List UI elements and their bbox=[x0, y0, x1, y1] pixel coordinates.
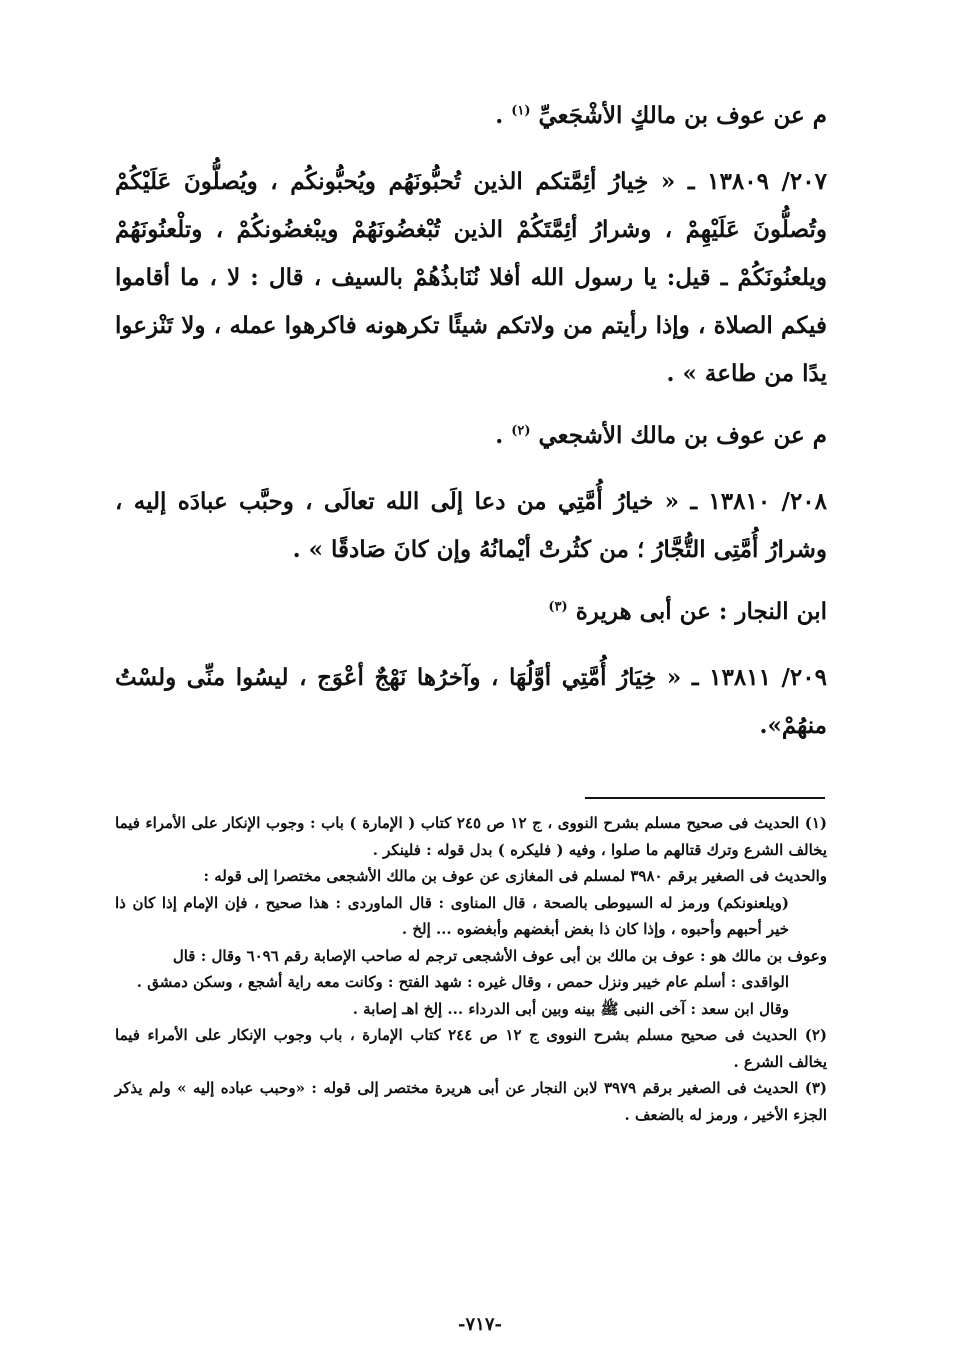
footnote-1-ibn-saad: وقال ابن سعد : آخى النبى ﷺ بينه وبين أبى الدرداء ... إلخ اهـ إصابة . bbox=[352, 999, 789, 1018]
hadith-209: ٢٠٩/ ١٣٨١١ ـ « خِيَارُ أُمَّتِي أوَّلُهَا ، وآخرُها نَهْجٌ أعْوَج ، ليسُوا منِّى ولسْتُ منهُمْ». bbox=[115, 664, 827, 739]
page-number: -٧١٧- bbox=[458, 1314, 502, 1335]
footnote-1-saghir: والحديث فى الصغير برقم ٣٩٨٠ لمسلم فى المغازى عن عوف بن مالك الأشجعى مختصرا إلى قوله : bbox=[203, 867, 827, 885]
footnote-ref-2[interactable]: (٢) bbox=[511, 423, 531, 439]
source-line-3 bbox=[115, 588, 827, 636]
source-text: ابن النجار : عن أبى هريرة bbox=[575, 598, 827, 625]
footnote-2: (٢) الحديث فى صحيح مسلم بشرح النووى ج ١٢ ص ٢٤٤ كتاب الإمارة ، باب وجوب الإنكار على الأمراء فيما يخالف الشرع . bbox=[115, 1026, 827, 1071]
footnotes bbox=[115, 810, 827, 1128]
footnote-separator bbox=[585, 797, 825, 799]
hadith-208: ٢٠٨/ ١٣٨١٠ ـ « خيارُ أُمَّتِي من دعا إلَى الله تعالَى ، وحبَّب عبادَه إليه ، وشرارُ أُمَّتِى التُّجَّارُ ؛ من كثُرتْ أيْمانُهُ وإن كانَ صَادقًا » . bbox=[115, 488, 827, 563]
hadith-207: ٢٠٧/ ١٣٨٠٩ ـ « خِيارُ أئِمَّتكم الذين تُحبُّونَهُم ويُحبُّونكُم ، ويُصلُّونَ عَلَيْكُمْ وتُصلُّونَ عَلَيْهِمْ ، وشرارُ أئِمَّتَكُمْ الذين تُبْغضُونَهُمْ ويبْغضُونكُمْ ، وتلْعنُونَهُمْ ويلعنُونَكُمْ ـ قيل: يا رسول الله أفلا نُنَابذُهُمْ بالسيف ، قال : لا ، ما أقاموا فيكم الصلاة ، وإذا رأيتم من ولاتكم شيئًا تكرهونه فاكرهوا عمله ، ولا تَنْزعوا يدًا من طاعة » . bbox=[115, 168, 827, 387]
footnote-1-awf: وعوف بن مالك هو : عوف بن مالك بن أبى عوف الأشجعى ترجم له صاحب الإصابة رقم ٦٠٩٦ وقال : قال bbox=[172, 946, 827, 965]
footnote-ref-3[interactable]: (٣) bbox=[548, 599, 568, 615]
footnote-1-main: (١) الحديث فى صحيح مسلم بشرح النووى ، ج ١٢ ص ٢٤٥ كتاب ( الإمارة ) باب : وجوب الإنكار على الأمراء فيما يخالف الشرع وترك قتالهم ما صلوا ، وفيه ( فليكره ) بدل قوله : فلينكر . bbox=[115, 814, 828, 859]
footnote-ref-1[interactable]: (١) bbox=[511, 103, 531, 119]
source-line-1: م عن عوف بن مالكٍ الأشْجَعيِّ $^{(١)}$ . bbox=[495, 102, 827, 129]
source-text: م عن عوف بن مالكٍ الأشْجَعيِّ bbox=[538, 102, 827, 129]
source-line-2: م عن عوف بن مالك الأشجعي $^{(٢)}$ . bbox=[495, 422, 827, 449]
main-text bbox=[115, 92, 827, 750]
footnote-1-manawi: (ويلعنونكم) ورمز له السيوطى بالصحة ، قال المناوى : قال الماوردى : هذا صحيح ، فإن الإمام إذا كان ذا خير أحبهم وأحبوه ، وإذا كان ذا بغض أبغضهم وأبغضوه ... إلخ . bbox=[115, 893, 789, 938]
footnote-3: (٣) الحديث فى الصغير برقم ٣٩٧٩ لابن النجار عن أبى هريرة مختصر إلى قوله : «وحبب عباده إليه » ولم يذكر الجزء الأخير ، ورمز له بالضعف . bbox=[115, 1079, 828, 1124]
footnote-1-waqidi: الواقدى : أسلم عام خيبر ونزل حمص ، وقال غيره : شهد الفتح : وكانت معه راية أشجع ، وسكن دمشق . bbox=[136, 973, 789, 991]
source-text: م عن عوف بن مالك الأشجعي bbox=[538, 422, 827, 449]
